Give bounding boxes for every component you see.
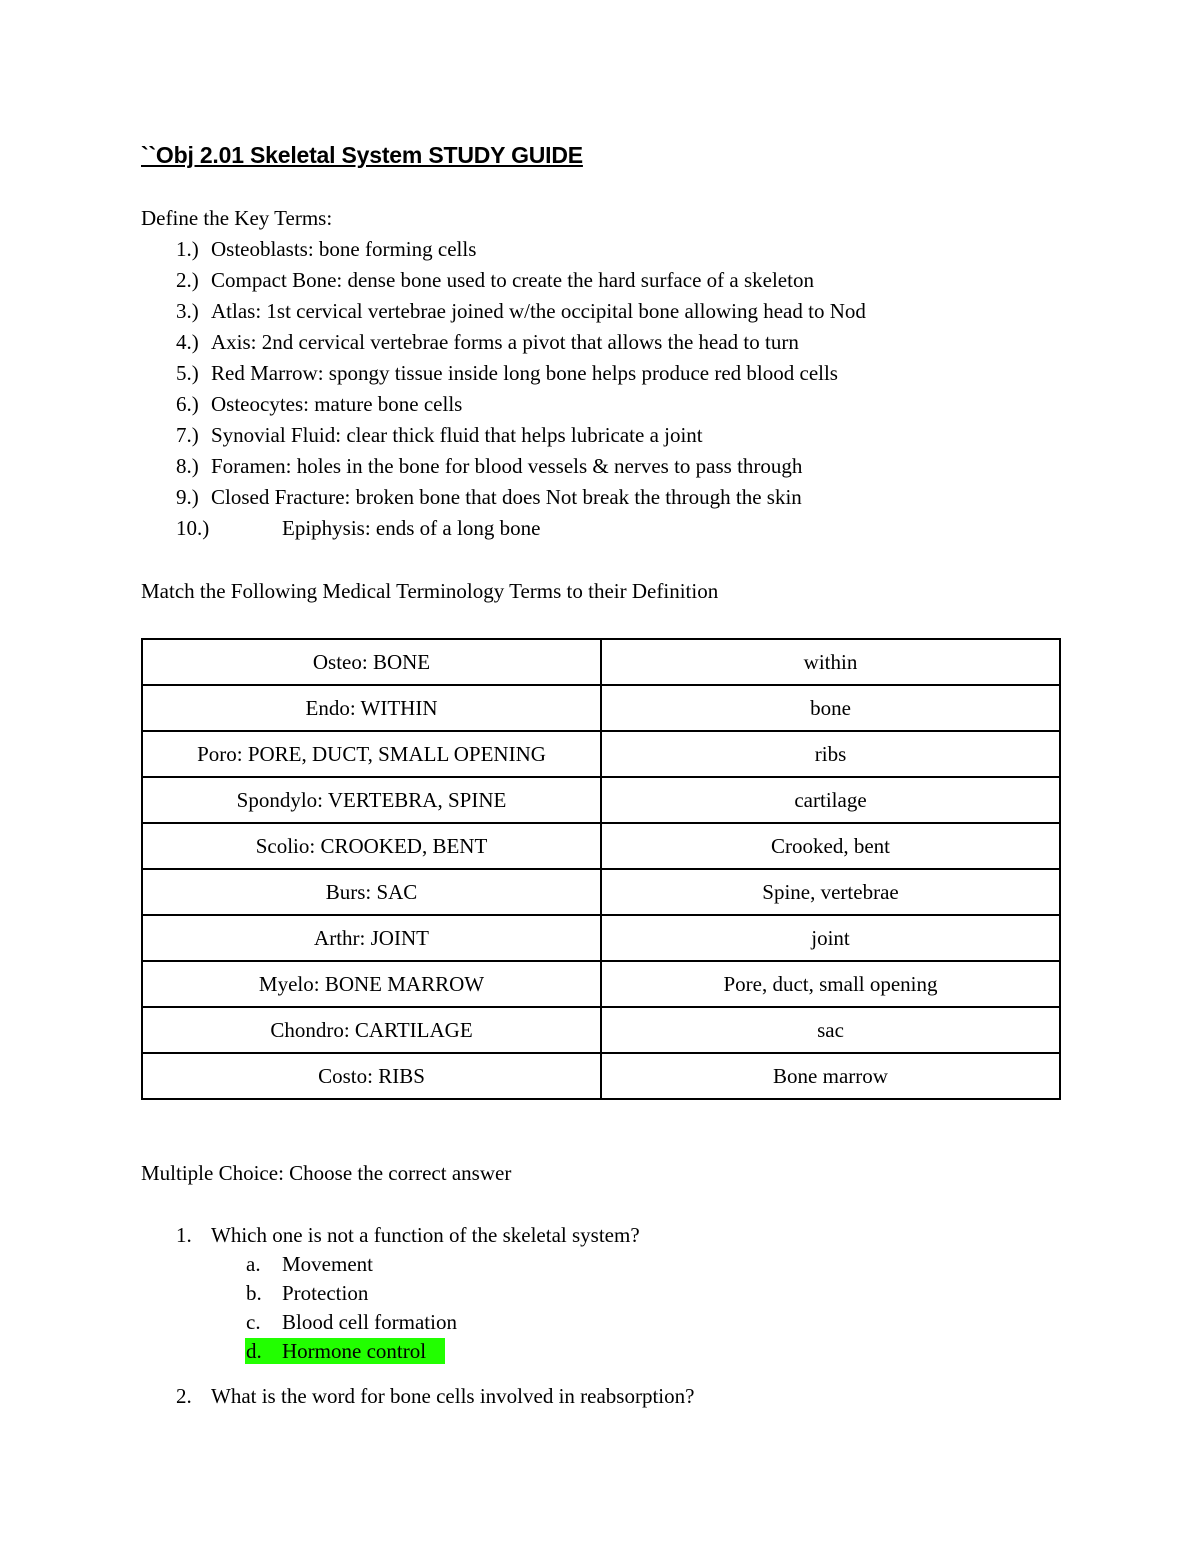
list-item: Closed Fracture: broken bone that does Not break the through the skin (211, 485, 802, 509)
question-text: Which one is not a function of the skeletal system? (211, 1223, 640, 1247)
list-item-number: 7.) (176, 423, 199, 447)
list-item: Synovial Fluid: clear thick fluid that helps lubricate a joint (211, 423, 703, 447)
table-cell-definition: bone (601, 685, 1060, 731)
question-number: 2. (176, 1384, 192, 1408)
list-item-number: 5.) (176, 361, 199, 385)
table-cell-term: Chondro: CARTILAGE (142, 1007, 601, 1053)
question-number: 1. (176, 1223, 192, 1247)
table-cell-term: Endo: WITHIN (142, 685, 601, 731)
table-cell-term: Osteo: BONE (142, 639, 601, 685)
table-cell-definition: Bone marrow (601, 1053, 1060, 1099)
option-letter: c. (246, 1310, 261, 1334)
list-item-number: 1.) (176, 237, 199, 261)
table-row (142, 961, 1060, 1007)
list-item-number: 3.) (176, 299, 199, 323)
table-cell-term: Myelo: BONE MARROW (142, 961, 601, 1007)
list-item-number: 2.) (176, 268, 199, 292)
list-item: Epiphysis: ends of a long bone (282, 516, 541, 540)
option-letter: d. (246, 1339, 262, 1363)
list-item-number: 4.) (176, 330, 199, 354)
list-item: Osteoblasts: bone forming cells (211, 237, 477, 261)
option-letter: b. (246, 1281, 262, 1305)
section-heading-multiple-choice: Multiple Choice: Choose the correct answer (141, 1161, 512, 1185)
list-item-number: 6.) (176, 392, 199, 416)
option-text: Movement (282, 1252, 373, 1276)
table-cell-definition: within (601, 639, 1060, 685)
table-row (142, 777, 1060, 823)
option-letter: a. (246, 1252, 261, 1276)
table-cell-definition: cartilage (601, 777, 1060, 823)
table-cell-definition: Pore, duct, small opening (601, 961, 1060, 1007)
table-cell-definition: Crooked, bent (601, 823, 1060, 869)
option-text-highlighted: Hormone control (282, 1339, 427, 1363)
table-cell-term: Burs: SAC (142, 869, 601, 915)
list-item: Axis: 2nd cervical vertebrae forms a pivot that allows the head to turn (211, 330, 799, 354)
table-cell-definition: ribs (601, 731, 1060, 777)
table-row (142, 915, 1060, 961)
table-cell-term: Spondylo: VERTEBRA, SPINE (142, 777, 601, 823)
table-cell-definition: sac (601, 1007, 1060, 1053)
list-item: Compact Bone: dense bone used to create the hard surface of a skeleton (211, 268, 814, 292)
table-cell-term: Poro: PORE, DUCT, SMALL OPENING (142, 731, 601, 777)
list-item: Atlas: 1st cervical vertebrae joined w/the occipital bone allowing head to Nod (211, 299, 866, 323)
table-row (142, 685, 1060, 731)
table-row (142, 1053, 1060, 1099)
table-cell-definition: joint (601, 915, 1060, 961)
table-row (142, 1007, 1060, 1053)
table-row (142, 731, 1060, 777)
table-row (142, 869, 1060, 915)
table-cell-definition: Spine, vertebrae (601, 869, 1060, 915)
list-item-number: 10.) (176, 516, 210, 540)
table-row (142, 823, 1060, 869)
table-cell-term: Scolio: CROOKED, BENT (142, 823, 601, 869)
page-title: ``Obj 2.01 Skeletal System STUDY GUIDE (141, 142, 583, 168)
question-text: What is the word for bone cells involved in reabsorption? (211, 1384, 695, 1408)
table-cell-term: Arthr: JOINT (142, 915, 601, 961)
option-text: Protection (282, 1281, 369, 1305)
list-item-number: 8.) (176, 454, 199, 478)
table-cell-term: Costo: RIBS (142, 1053, 601, 1099)
list-item-number: 9.) (176, 485, 199, 509)
list-item: Osteocytes: mature bone cells (211, 392, 463, 416)
option-text: Blood cell formation (282, 1310, 457, 1334)
table-row (142, 639, 1060, 685)
list-item: Red Marrow: spongy tissue inside long bone helps produce red blood cells (211, 361, 838, 385)
section-heading-matching: Match the Following Medical Terminology Terms to their Definition (141, 579, 719, 603)
list-item: Foramen: holes in the bone for blood vessels & nerves to pass through (211, 454, 803, 478)
section-heading-key-terms: Define the Key Terms: (141, 206, 333, 230)
matching-table (141, 638, 1061, 1100)
